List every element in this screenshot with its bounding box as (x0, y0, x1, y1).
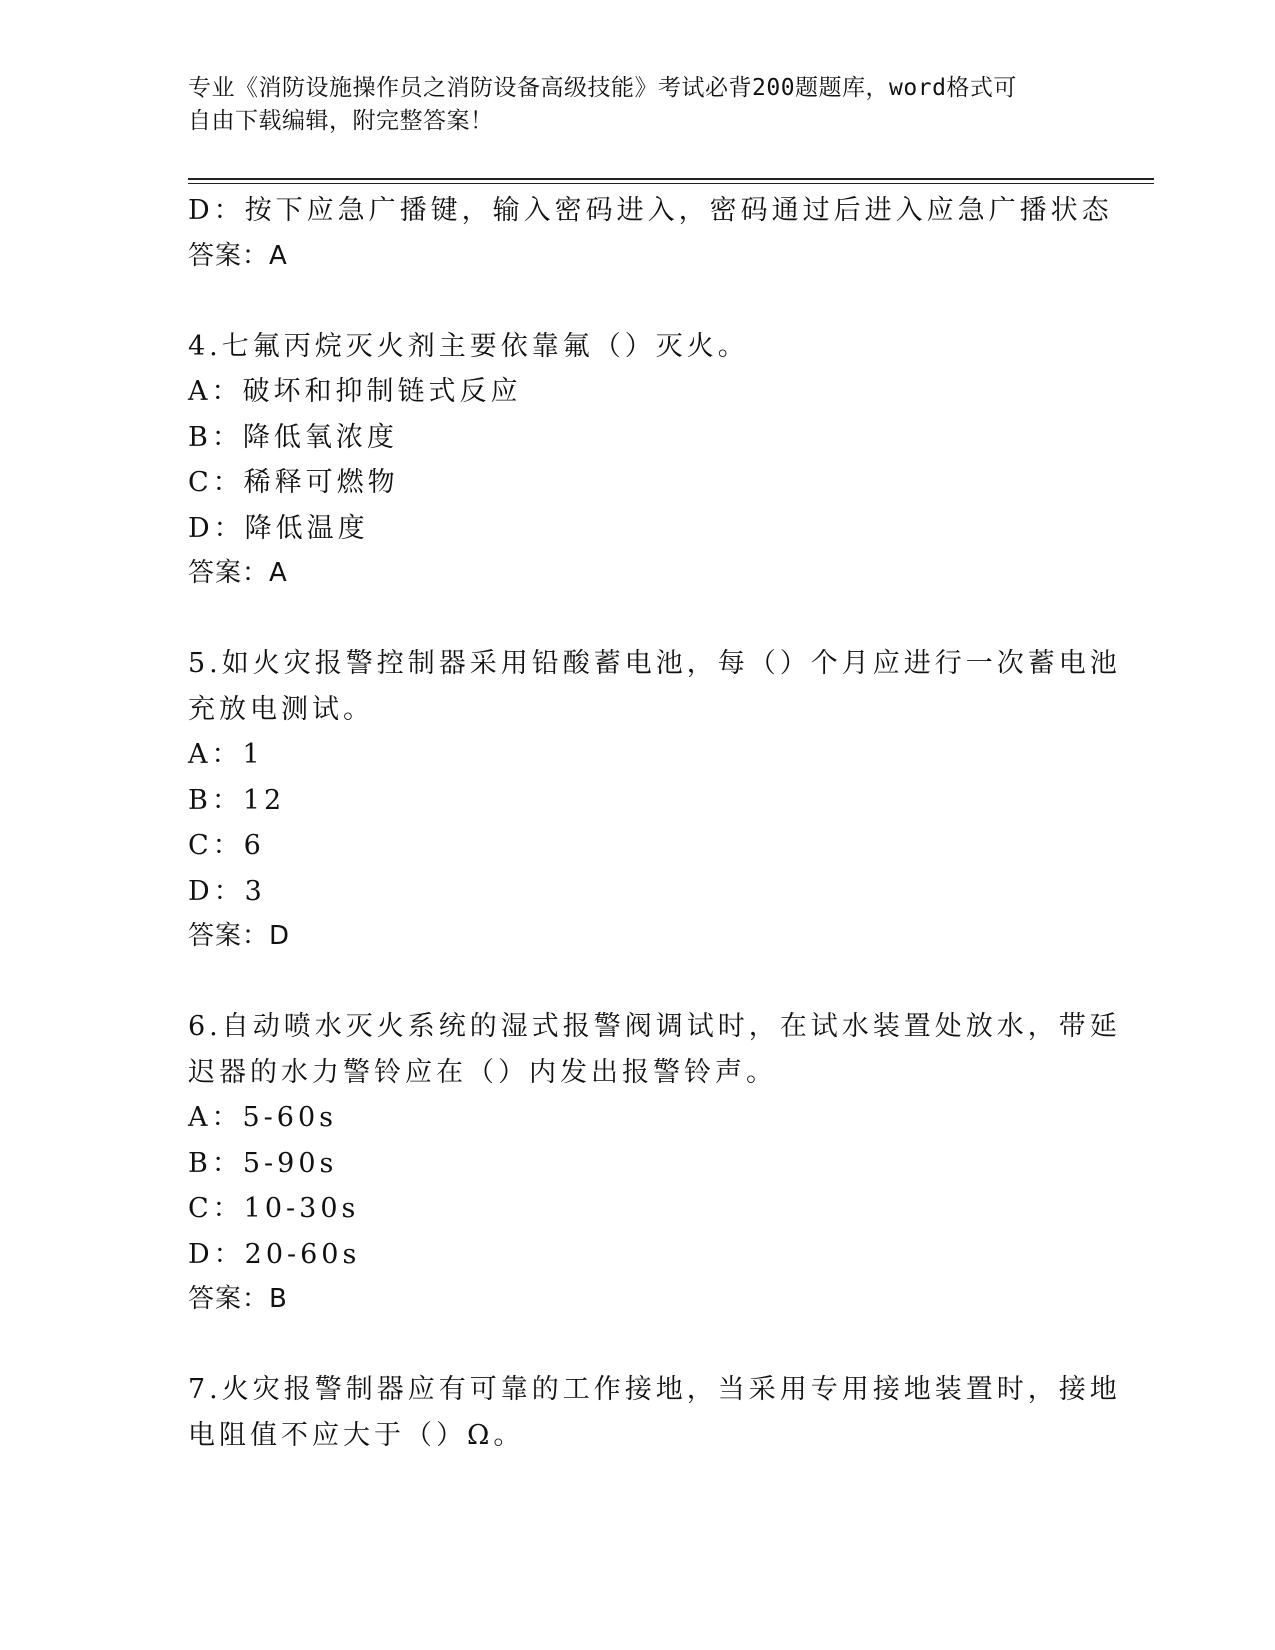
answer: 答案：B (188, 1284, 288, 1314)
answer: 答案：A (188, 558, 288, 588)
question-stem-line-1: 5.如火灾报警控制器采用铅酸蓄电池，每（）个月应进行一次蓄电池 (188, 648, 1121, 679)
option-a: A：1 (188, 739, 264, 770)
question-stem-line-1: 7.火灾报警制器应有可靠的工作接地，当采用专用接地装置时，接地 (188, 1374, 1121, 1405)
option-b: B：5-90s (188, 1147, 338, 1179)
question-content (188, 188, 1121, 1458)
option-d: D：降低温度 (188, 512, 369, 544)
answer: 答案：D (188, 921, 291, 951)
option-c: C：稀释可燃物 (188, 467, 399, 498)
header-line-2: 自由下载编辑，附完整答案！ (188, 108, 494, 134)
question-stem-line-2: 电阻值不应大于（）Ω。 (188, 1419, 525, 1451)
carryover-option-d: D：按下应急广播键，输入密码进入，密码通过后进入应急广播状态 (188, 195, 1113, 226)
option-b: B：12 (188, 784, 286, 816)
option-d: D：3 (188, 875, 266, 907)
option-c: C：6 (188, 830, 265, 861)
option-c: C：10-30s (188, 1193, 360, 1224)
carryover-answer: 答案：A (188, 240, 288, 271)
header-line-1: 专业《消防设施操作员之消防设备高级技能》考试必背200题题库，word格式可 (188, 75, 1017, 101)
option-b: B：降低氧浓度 (188, 421, 398, 453)
document-header (188, 72, 1068, 138)
question-stem-line-2: 充放电测试。 (188, 693, 374, 725)
question-4 (188, 324, 1088, 597)
question-stem-line-2: 迟器的水力警铃应在（）内发出报警铃声。 (188, 1056, 777, 1088)
option-a: A：破坏和抑制链式反应 (188, 376, 522, 407)
question-stem: 4.七氟丙烷灭火剂主要依靠氟（）灭火。 (188, 330, 749, 362)
header-rule-thin (188, 183, 1154, 184)
question-6 (188, 1004, 1121, 1322)
option-d: D：20-60s (188, 1238, 361, 1270)
question-5 (188, 641, 1121, 959)
question-7 (188, 1367, 1121, 1458)
question-stem-line-1: 6.自动喷水灭火系统的湿式报警阀调试时，在试水装置处放水，带延 (188, 1011, 1121, 1042)
option-a: A：5-60s (188, 1102, 338, 1133)
header-rule-thick (188, 178, 1154, 180)
